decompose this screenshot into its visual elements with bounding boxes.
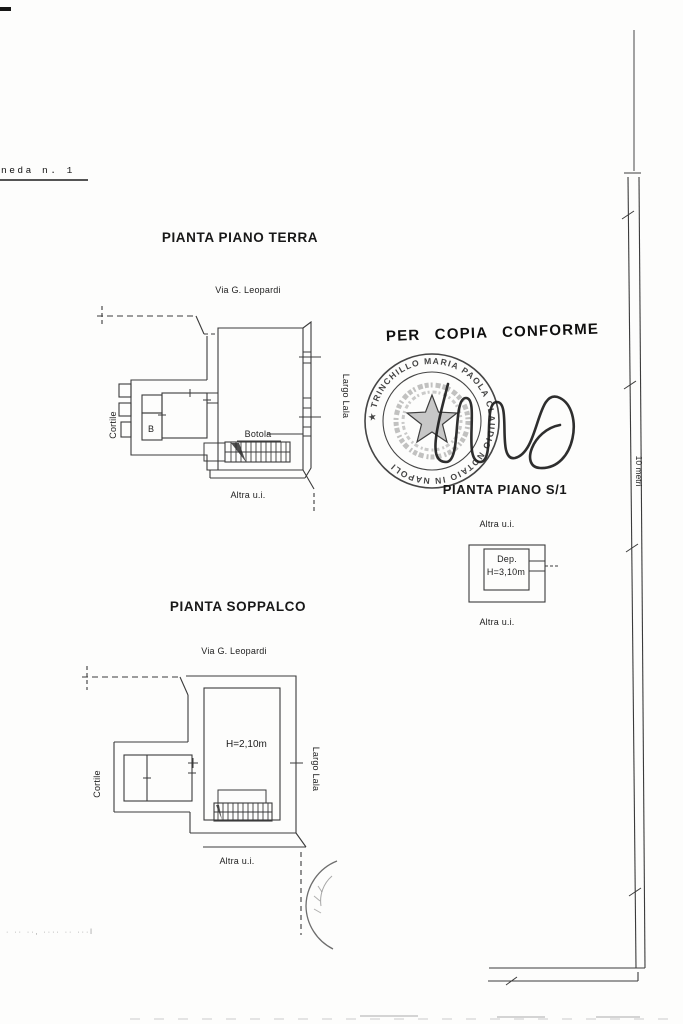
basement-title: PIANTA PIANO S/1 bbox=[442, 482, 568, 497]
mezzanine-drawing bbox=[82, 666, 337, 949]
room-b-label: B bbox=[148, 424, 155, 434]
basement-altra-ui-top-label: Altra u.i. bbox=[479, 519, 515, 529]
scan-artifacts bbox=[0, 7, 682, 1019]
dep-room-label: Dep. bbox=[497, 554, 517, 564]
basement-height-label: H=3,10m bbox=[486, 567, 526, 577]
star-of-italy-icon bbox=[407, 395, 457, 442]
partial-seal-arc bbox=[306, 861, 337, 949]
botola-label: Botola bbox=[244, 429, 272, 439]
ground-floor-largo-lala-label: Largo Lala bbox=[341, 373, 351, 419]
ground-floor-cortile-label: Cortile bbox=[108, 411, 118, 439]
mezzanine-height-label: H=2,10m bbox=[226, 739, 267, 750]
mezzanine-title: PIANTA SOPPALCO bbox=[169, 599, 307, 614]
ground-floor-drawing bbox=[97, 306, 321, 514]
scale-bar-drawing bbox=[488, 30, 645, 985]
ground-floor-title: PIANTA PIANO TERRA bbox=[161, 230, 319, 245]
mezzanine-altra-ui-label: Altra u.i. bbox=[219, 856, 255, 866]
mezzanine-cortile-label: Cortile bbox=[92, 770, 102, 798]
per-copia-conforme-stamp: PER COPIA CONFORME bbox=[385, 320, 600, 345]
ground-floor-street-label: Via G. Leopardi bbox=[215, 285, 281, 295]
notary-signature bbox=[435, 384, 573, 468]
sheet-number-fragment: neda n. 1 bbox=[1, 165, 75, 176]
notary-seal bbox=[365, 354, 499, 488]
basement-altra-ui-bottom-label: Altra u.i. bbox=[479, 617, 515, 627]
scale-bar-label: 10 metri bbox=[634, 455, 644, 487]
mezzanine-largo-lala-label: Largo Lala bbox=[311, 746, 321, 792]
illegible-footer-fragment: · ·· ··, ···· ·· ···l bbox=[6, 929, 94, 936]
ground-floor-altra-ui-label: Altra u.i. bbox=[230, 490, 266, 500]
seal-ring-text: ★ TRINCHILLO MARIA PAOLA CLAUDIO NOTAIO IN NAPOLI bbox=[366, 355, 498, 487]
mezzanine-street-label: Via G. Leopardi bbox=[201, 646, 267, 656]
